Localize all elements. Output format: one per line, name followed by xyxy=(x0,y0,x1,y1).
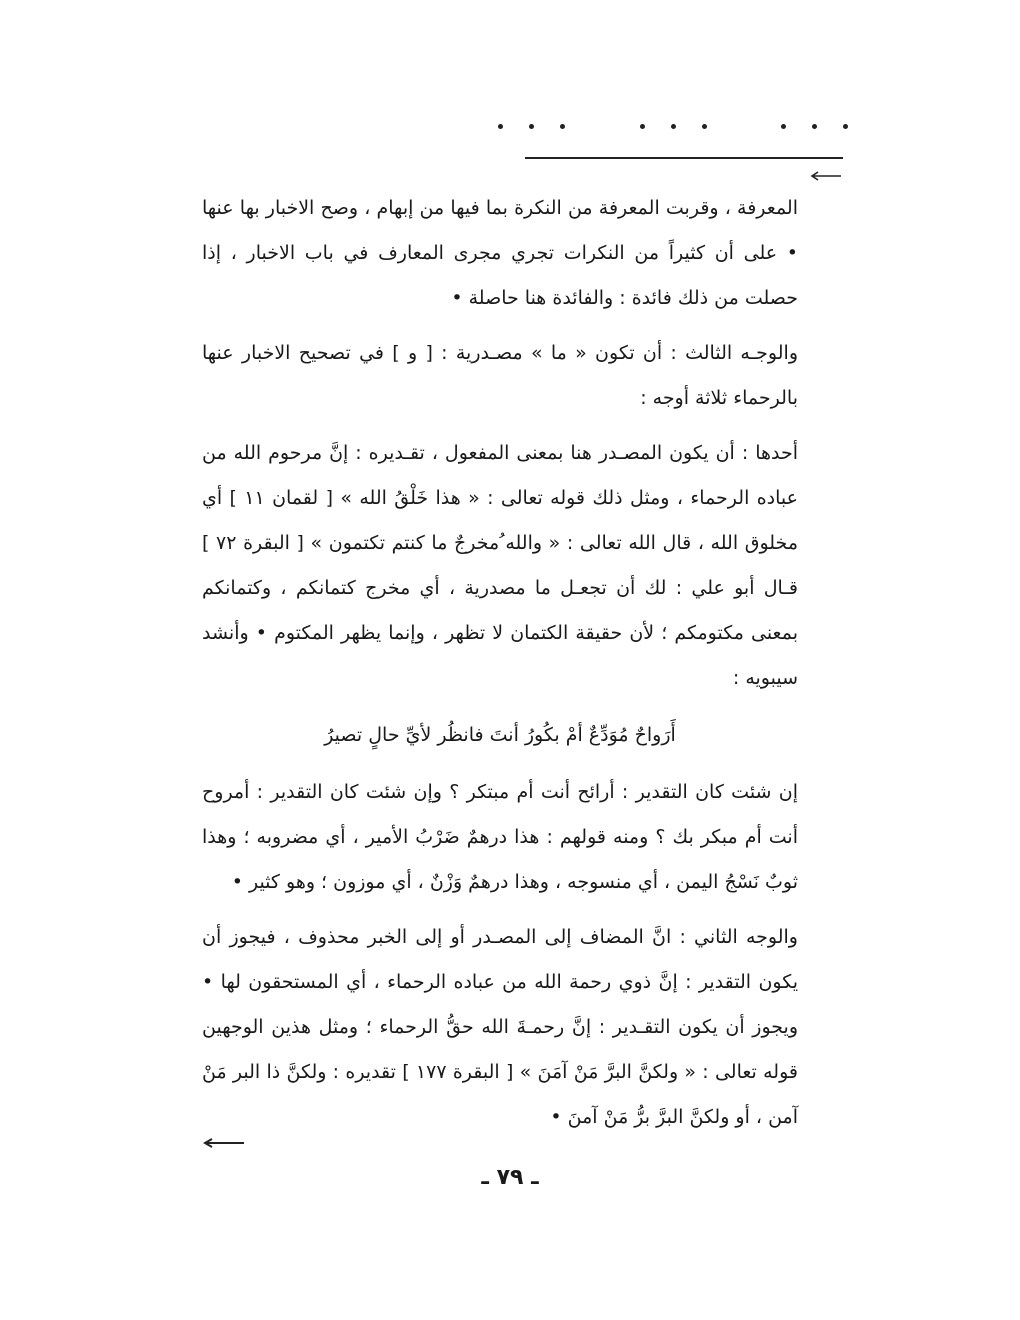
paragraph: إن شئت كان التقدير : أرائح أنت أم مبتكر ؟ وإن شئت كان التقدير : أمروح أنت أم مبكر بك ؟ ومنه قولهم : هذا درهمٌ ضَرْبُ الأمير ، أي مضروبه ؛ وهذا ثوبٌ نَسْجُ اليمن ، أي منسوجه ، وهذا درهمٌ وَزْنٌ ، أي موزون ؛ وهو كثير • xyxy=(202,781,798,893)
ornament-dots xyxy=(498,124,565,129)
poetry-verse: أَرَواحٌ مُوَدِّعٌ أمْ بكُورُ أنتَ فانظُر لأيِّ حالٍ تصيرُ xyxy=(324,724,676,746)
header-rule xyxy=(525,157,843,159)
page-number: ـ ٧٩ ـ xyxy=(481,1165,539,1190)
header-ornament xyxy=(498,124,848,129)
paragraph: أحدها : أن يكون المصـدر هنا بمعنى المفعول ، تقـديره : إنَّ مرحوم الله من عباده الرحماء ، ومثل ذلك قوله تعالى : « هذا خَلْقُ الله » [ لقمان ١١ ] أي مخلوق الله ، قال الله تعالى : « والله ُمخرجٌ ما كنتم تكتمون » [ البقرة ٧٢ ] قـال أبو علي : لك أن تجعـل ما مصدرية ، أي مخرج كتمانكم ، وكتمانكم بمعنى مكتومكم ؛ لأن حقيقة الكتمان لا تظهر ، وإنما يظهر المكتوم • وأنشد سيبويه : xyxy=(202,442,798,689)
paragraph: والوجـه الثالث : أن تكون « ما » مصـدرية : [ و ] في تصحيح الاخبار عنها بالرحماء ثلاثة أوجه : xyxy=(202,342,798,409)
main-text xyxy=(202,186,798,1140)
ornament-dots xyxy=(640,124,707,129)
paragraph: المعرفة ، وقربت المعرفة من النكرة بما فيها من إبهام ، وصح الاخبار بها عنها • على أن كثيراً من النكرات تجري مجرى المعارف في باب الاخبار ، إذا حصلت من ذلك فائدة : والفائدة هنا حاصلة • xyxy=(202,197,798,309)
ornament-dots xyxy=(781,124,848,129)
left-arrow-icon xyxy=(810,170,842,182)
left-arrow-icon xyxy=(203,1137,245,1149)
paragraph: والوجه الثاني : انَّ المضاف إلى المصـدر أو إلى الخبر محذوف ، فيجوز أن يكون التقدير : إنَّ ذوي رحمة الله من عباده الرحماء ، أي المستحقون لها • ويجوز أن يكون التقـدير : إنَّ رحمـةَ الله حقُّ الرحماء ؛ ومثل هذين الوجهين قوله تعالى : « ولكنَّ البرَّ مَنْ آمَنَ » [ البقرة ١٧٧ ] تقديره : ولكنَّ ذا البر مَنْ آمن ، أو ولكنَّ البرَّ برُّ مَنْ آمنَ • xyxy=(202,926,798,1128)
